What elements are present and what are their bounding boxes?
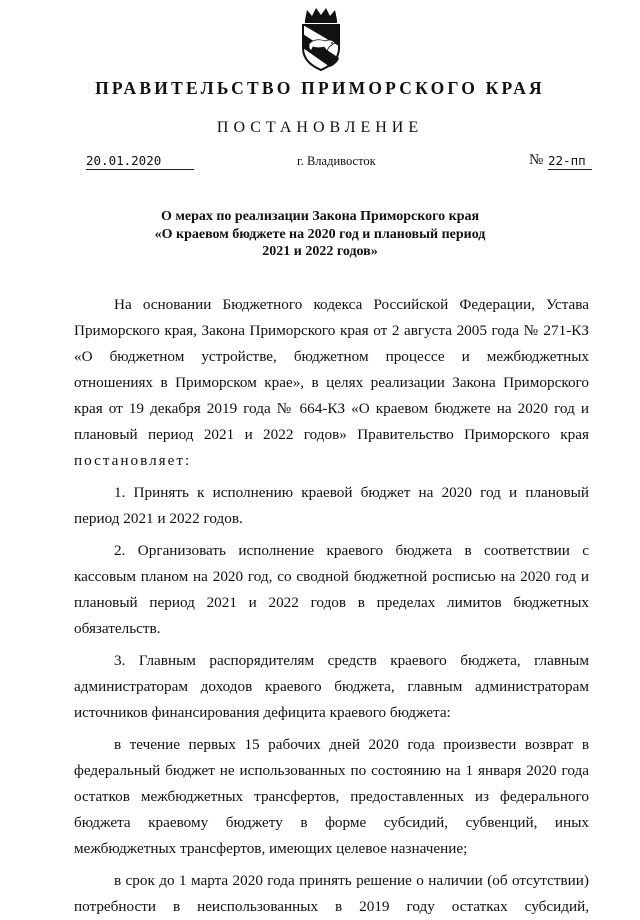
- item-3-paragraph: 3. Главным распорядителям средств краевого бюджета, главным администраторам доходов краевого бюджета, главным администраторам источников финансирования дефицита краевого бюджета:: [74, 652, 589, 721]
- title-line-1: О мерах по реализации Закона Приморского края: [160, 209, 480, 224]
- coat-of-arms-emblem: [296, 6, 346, 72]
- document-body: [74, 292, 589, 920]
- document-title: [110, 208, 530, 261]
- document-date: 20.01.2020: [86, 153, 194, 170]
- item-3b-paragraph: в срок до 1 марта 2020 года принять решение о наличии (об отсутствии) потребности в неиспользованных в 2019 году остатках субсидий,: [74, 872, 589, 915]
- document-city: г. Владивосток: [297, 154, 376, 168]
- number-sign: №: [529, 152, 544, 168]
- title-line-2: «О краевом бюджете на 2020 год и плановый период: [154, 226, 486, 242]
- item-3a-paragraph: в течение первых 15 рабочих дней 2020 года произвести возврат в федеральный бюджет не использованных по состоянию на 1 января 2020 года остатков межбюджетных трансфертов, предоставленных из федерального бюджета краевому бюджету в форме субсидий, субвенций, иных межбюджетных трансфертов, имеющих целевое назначение;: [74, 736, 589, 857]
- document-meta: [0, 153, 640, 175]
- intro-paragraph: [74, 292, 589, 474]
- item-2-paragraph: 2. Организовать исполнение краевого бюджета в соответствии с кассовым планом на 2020 год, со сводной бюджетной росписью на 2020 год и плановый период 2021 и 2022 годов в пределах лимитов бюджетных обязательств.: [74, 542, 589, 637]
- item-1-paragraph: 1. Принять к исполнению краевой бюджет на 2020 год и плановый период 2021 и 2022 годов.: [74, 484, 589, 527]
- document-number: 22-пп: [548, 153, 592, 170]
- government-name: ПРАВИТЕЛЬСТВО ПРИМОРСКОГО КРАЯ: [95, 78, 545, 98]
- title-line-3: 2021 и 2022 годов»: [262, 244, 378, 259]
- intro-text: На основании Бюджетного кодекса Российской Федерации, Устава Приморского края, Закона Приморского края от 2 августа 2005 года № 271-КЗ «О бюджетном устройстве, бюджетном процессе и межбюджетных отношениях в Приморском крае», в целях реализации Закона Приморского края от 19 декабря 2019 года № 664-КЗ «О краевом бюджете на 2020 год и плановый период 2021 и 2022 годов» Правительство Приморского края: [74, 296, 589, 443]
- document-type: ПОСТАНОВЛЕНИЕ: [216, 119, 424, 136]
- intro-verb: постановляет:: [74, 452, 192, 469]
